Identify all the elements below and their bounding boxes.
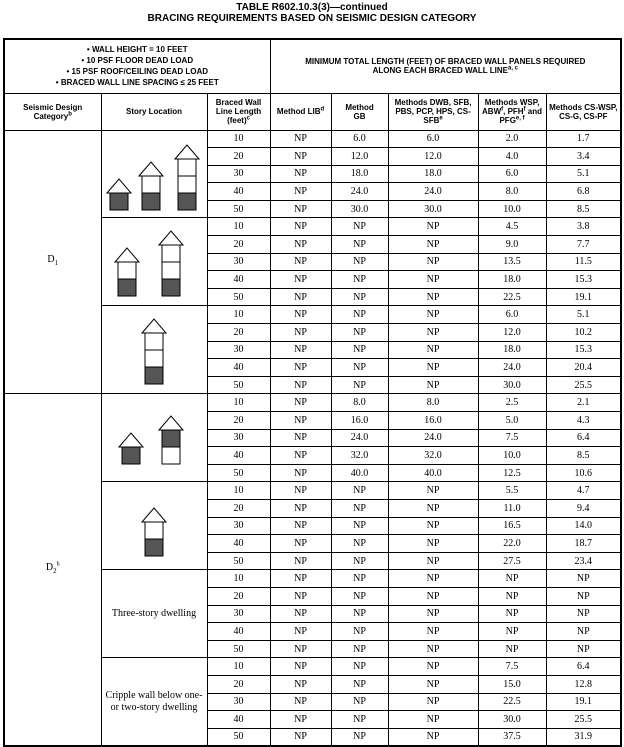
methods-cswsp-cell: 20.4 [546,359,621,377]
methods-cswsp-cell: 5.1 [546,165,621,183]
method-lib-cell: NP [270,341,331,359]
bwl-length-cell: 30 [207,253,270,271]
method-gb-cell: 40.0 [331,464,388,482]
methods-cswsp-cell: 8.5 [546,200,621,218]
bwl-length-cell: 10 [207,306,270,324]
methods-wsp-cell: 15.0 [478,675,546,693]
methods-dwb-cell: NP [388,535,478,553]
method-gb-cell: NP [331,693,388,711]
methods-cswsp-cell: 6.8 [546,183,621,201]
gb-header: Method GB [331,93,388,130]
methods-dwb-cell: NP [388,271,478,289]
method-gb-cell: NP [331,271,388,289]
methods-cswsp-cell: 25.5 [546,376,621,394]
method-gb-cell: NP [331,570,388,588]
methods-dwb-cell: NP [388,253,478,271]
method-gb-cell: NP [331,587,388,605]
story-location-cell [101,482,207,570]
methods-wsp-cell: 13.5 [478,253,546,271]
method-gb-cell: NP [331,552,388,570]
methods-wsp-cell: 4.0 [478,148,546,166]
bwl-length-cell: 40 [207,447,270,465]
bwl-header [207,93,270,130]
sdc-cell [4,394,101,746]
story-header: Story Location [101,93,207,130]
method-lib-cell: NP [270,236,331,254]
methods-dwb-cell: NP [388,711,478,729]
methods-dwb-cell: NP [388,570,478,588]
methods-dwb-cell: 24.0 [388,183,478,201]
sdc-label: D [45,562,54,574]
method-lib-cell: NP [270,376,331,394]
bwl-length-cell: 50 [207,288,270,306]
table-row [4,394,621,412]
sdc-superscript: h [56,561,60,568]
assumption-item: • 10 PSF FLOOR DEAD LOAD [81,56,194,66]
methods-cswsp-cell: 12.8 [546,675,621,693]
methods-dwb-cell: 6.0 [388,130,478,148]
bwl-length-cell: 20 [207,675,270,693]
method-lib-cell: NP [270,587,331,605]
method-gb-cell: NP [331,236,388,254]
methods-cswsp-cell: NP [546,570,621,588]
table-row [4,130,621,148]
methods-cswsp-cell: 6.4 [546,429,621,447]
methods-cswsp-cell: NP [546,623,621,641]
methods-wsp-cell: 5.0 [478,412,546,430]
story-location-cell [101,218,207,306]
methods-wsp-cell: 5.5 [478,482,546,500]
methods-cswsp-cell: 23.4 [546,552,621,570]
methods-cswsp-cell: 1.7 [546,130,621,148]
min-length-label: MINIMUM TOTAL LENGTH (FEET) OF BRACED WALL PANELS REQUIRED ALONG EACH BRACED WALL LINE [305,57,586,76]
methods-dwb-cell: NP [388,236,478,254]
methods-cswsp-cell: 25.5 [546,711,621,729]
table-subtitle: BRACING REQUIREMENTS BASED ON SEISMIC DESIGN CATEGORY [147,13,477,24]
methods-wsp-cell: 6.0 [478,306,546,324]
bwl-sup: c [246,115,250,122]
bwl-length-cell: 30 [207,165,270,183]
methods-wsp-cell: 11.0 [478,499,546,517]
methods-wsp-cell: 10.0 [478,200,546,218]
methods-wsp-cell: 7.5 [478,658,546,676]
bwl-length-cell: 50 [207,640,270,658]
bwl-length-cell: 30 [207,693,270,711]
house-two-story-bottom-icon [102,494,207,558]
story-location-cell [101,394,207,482]
method-gb-cell: NP [331,535,388,553]
methods-cswsp-cell: 19.1 [546,693,621,711]
methods-cswsp-cell: 18.7 [546,535,621,553]
methods-cswsp-cell: 2.1 [546,394,621,412]
method-gb-cell: NP [331,623,388,641]
methods-dwb-cell: NP [388,552,478,570]
methods-cswsp-cell: 5.1 [546,306,621,324]
methods-cswsp-cell: 11.5 [546,253,621,271]
methods-wsp-cell: 30.0 [478,711,546,729]
method-gb-cell: NP [331,376,388,394]
bwl-length-cell: 50 [207,376,270,394]
methods-dwb-cell: NP [388,728,478,746]
method-lib-cell: NP [270,200,331,218]
methods-wsp-cell: 4.5 [478,218,546,236]
method-gb-cell: NP [331,324,388,342]
methods-wsp-cell: NP [478,640,546,658]
methods-dwb-cell: NP [388,218,478,236]
methods-wsp-cell: 16.5 [478,517,546,535]
assumption-item: • 15 PSF ROOF/CEILING DEAD LOAD [66,67,208,77]
method-lib-cell: NP [270,324,331,342]
methods-wsp-cell: 10.0 [478,447,546,465]
method-gb-cell: NP [331,675,388,693]
bwl-label: Braced Wall Line Length (feet) [215,98,262,125]
method-gb-cell: 12.0 [331,148,388,166]
story-location-cell [101,570,207,658]
bwl-length-cell: 50 [207,200,270,218]
bwl-length-cell: 10 [207,570,270,588]
method-lib-cell: NP [270,517,331,535]
min-length-sup: a, c [507,65,518,72]
bwl-length-cell: 20 [207,324,270,342]
bwl-length-cell: 40 [207,711,270,729]
method-gb-cell: NP [331,482,388,500]
method-gb-cell: NP [331,253,388,271]
methods-wsp-cell: 12.0 [478,324,546,342]
method-lib-cell: NP [270,711,331,729]
assumptions-cell [4,39,270,93]
methods-cswsp-cell: 10.6 [546,464,621,482]
bwl-length-cell: 20 [207,587,270,605]
method-lib-cell: NP [270,728,331,746]
methods-cswsp-cell: 3.4 [546,148,621,166]
method-lib-cell: NP [270,482,331,500]
method-lib-cell: NP [270,148,331,166]
house-group-three-heights-bottom-story-icon [102,136,207,212]
bwl-length-cell: 30 [207,605,270,623]
dwb-label: Methods DWB, SFB, PBS, PCP, HPS, CS-SFB [394,98,472,125]
methods-cswsp-cell: 7.7 [546,236,621,254]
bwl-length-cell: 30 [207,429,270,447]
table-title: TABLE R602.10.3(3)—continued [236,2,388,13]
method-gb-cell: 18.0 [331,165,388,183]
methods-dwb-cell: 30.0 [388,200,478,218]
sdc-label: D [47,254,55,266]
method-lib-cell: NP [270,675,331,693]
house-three-story-bottom-icon [102,314,207,386]
bwl-length-cell: 10 [207,130,270,148]
method-gb-cell: NP [331,728,388,746]
methods-dwb-cell: 16.0 [388,412,478,430]
methods-dwb-cell: NP [388,517,478,535]
lib-sup: d [320,106,325,113]
house-group-one-two-story-icon [102,410,207,466]
method-gb-cell: 30.0 [331,200,388,218]
methods-dwb-cell: NP [388,359,478,377]
bwl-length-cell: 50 [207,728,270,746]
sdc-subscript: 2 [53,567,57,576]
methods-wsp-cell: 7.5 [478,429,546,447]
bwl-length-cell: 10 [207,394,270,412]
method-gb-cell: NP [331,640,388,658]
methods-wsp-cell: 27.5 [478,552,546,570]
methods-wsp-cell: 22.5 [478,693,546,711]
bwl-length-cell: 10 [207,218,270,236]
methods-cswsp-cell: 10.2 [546,324,621,342]
methods-cswsp-cell: 8.5 [546,447,621,465]
methods-cswsp-cell: 31.9 [546,728,621,746]
method-lib-cell: NP [270,499,331,517]
methods-dwb-cell: NP [388,675,478,693]
bwl-length-cell: 10 [207,482,270,500]
bwl-length-cell: 40 [207,359,270,377]
story-location-text: Cripple wall below one- or two-story dwelling [105,689,203,713]
methods-cswsp-cell: 3.8 [546,218,621,236]
bwl-length-cell: 30 [207,341,270,359]
methods-dwb-cell: NP [388,341,478,359]
method-lib-cell: NP [270,693,331,711]
methods-dwb-cell: NP [388,288,478,306]
methods-wsp-cell: 18.0 [478,271,546,289]
method-gb-cell: NP [331,341,388,359]
method-lib-cell: NP [270,271,331,289]
dwb-sup: e [439,115,443,122]
methods-wsp-cell: 9.0 [478,236,546,254]
method-lib-cell: NP [270,464,331,482]
sdc-label: Seismic Design Category [23,102,83,121]
methods-wsp-cell: 24.0 [478,359,546,377]
assumption-item: • WALL HEIGHT = 10 FEET [86,45,188,55]
methods-dwb-cell: NP [388,482,478,500]
method-gb-cell: 24.0 [331,429,388,447]
methods-dwb-cell: NP [388,499,478,517]
method-gb-cell: NP [331,517,388,535]
method-lib-cell: NP [270,130,331,148]
method-gb-cell: NP [331,218,388,236]
methods-dwb-cell: NP [388,306,478,324]
story-location-text: Three-story dwelling [111,607,197,619]
methods-wsp-cell: 2.0 [478,130,546,148]
bwl-length-cell: 40 [207,535,270,553]
sdc-header [4,93,101,130]
methods-wsp-cell: NP [478,623,546,641]
bwl-length-cell: 20 [207,499,270,517]
lib-label: Method LIB [276,107,321,116]
method-lib-cell: NP [270,570,331,588]
methods-wsp-cell: 6.0 [478,165,546,183]
methods-cswsp-cell: 9.4 [546,499,621,517]
method-lib-cell: NP [270,535,331,553]
methods-cswsp-cell: 15.3 [546,271,621,289]
methods-wsp-cell: 8.0 [478,183,546,201]
method-gb-cell: NP [331,359,388,377]
methods-cswsp-cell: 4.7 [546,482,621,500]
methods-dwb-cell: NP [388,693,478,711]
bwl-length-cell: 50 [207,464,270,482]
methods-wsp-cell: 2.5 [478,394,546,412]
sdc-sup: b [68,110,72,117]
dwb-header [388,93,478,130]
method-lib-cell: NP [270,552,331,570]
wsp-pfg-sup: e, f [515,115,525,122]
methods-dwb-cell: NP [388,324,478,342]
methods-dwb-cell: 12.0 [388,148,478,166]
lib-header [270,93,331,130]
bwl-length-cell: 40 [207,183,270,201]
methods-cswsp-cell: NP [546,640,621,658]
methods-dwb-cell: 8.0 [388,394,478,412]
method-lib-cell: NP [270,306,331,324]
method-lib-cell: NP [270,288,331,306]
methods-cswsp-cell: 15.3 [546,341,621,359]
method-gb-cell: NP [331,288,388,306]
bwl-length-cell: 30 [207,517,270,535]
min-length-header [270,39,621,93]
methods-dwb-cell: NP [388,658,478,676]
methods-wsp-cell: NP [478,570,546,588]
assumption-item: • BRACED WALL LINE SPACING ≤ 25 FEET [55,78,219,88]
methods-dwb-cell: 18.0 [388,165,478,183]
methods-dwb-cell: NP [388,587,478,605]
method-lib-cell: NP [270,658,331,676]
bwl-length-cell: 50 [207,552,270,570]
method-lib-cell: NP [270,640,331,658]
methods-cswsp-cell: 6.4 [546,658,621,676]
bracing-table [3,38,622,747]
method-lib-cell: NP [270,447,331,465]
method-lib-cell: NP [270,394,331,412]
wsp-header: Methods WSP, ABW$^f$, PFH$^f$ and PFG$^{e, f}$ [478,93,546,130]
method-lib-cell: NP [270,429,331,447]
sdc-cell [4,130,101,394]
methods-wsp-cell: 22.5 [478,288,546,306]
method-lib-cell: NP [270,253,331,271]
methods-wsp-cell: NP [478,587,546,605]
sdc-subscript: 1 [54,259,59,268]
method-lib-cell: NP [270,623,331,641]
cswsp-header: Methods CS-WSP, CS-G, CS-PF [546,93,621,130]
method-gb-cell: NP [331,306,388,324]
method-gb-cell: 6.0 [331,130,388,148]
story-location-cell [101,130,207,218]
method-lib-cell: NP [270,412,331,430]
bwl-length-cell: 20 [207,148,270,166]
bwl-length-cell: 10 [207,658,270,676]
methods-dwb-cell: NP [388,640,478,658]
house-group-two-heights-bottom-story-icon [102,226,207,298]
bwl-length-cell: 40 [207,271,270,289]
methods-wsp-cell: 18.0 [478,341,546,359]
methods-wsp-cell: NP [478,605,546,623]
methods-wsp-cell: 37.5 [478,728,546,746]
method-lib-cell: NP [270,605,331,623]
methods-dwb-cell: NP [388,376,478,394]
methods-cswsp-cell: 4.3 [546,412,621,430]
method-gb-cell: NP [331,499,388,517]
method-lib-cell: NP [270,165,331,183]
methods-cswsp-cell: NP [546,605,621,623]
method-gb-cell: NP [331,658,388,676]
method-lib-cell: NP [270,359,331,377]
story-location-cell [101,306,207,394]
methods-wsp-cell: 22.0 [478,535,546,553]
bwl-length-cell: 20 [207,236,270,254]
story-location-cell [101,658,207,746]
methods-wsp-cell: 12.5 [478,464,546,482]
wsp-pfh-sup: f [523,106,526,113]
methods-dwb-cell: 32.0 [388,447,478,465]
methods-wsp-cell: 30.0 [478,376,546,394]
wsp-abw-sup: f [501,106,504,113]
method-lib-cell: NP [270,183,331,201]
methods-cswsp-cell: 19.1 [546,288,621,306]
methods-dwb-cell: NP [388,623,478,641]
method-lib-cell: NP [270,218,331,236]
bwl-length-cell: 40 [207,623,270,641]
methods-dwb-cell: 24.0 [388,429,478,447]
method-gb-cell: NP [331,605,388,623]
method-gb-cell: 32.0 [331,447,388,465]
method-gb-cell: 16.0 [331,412,388,430]
method-gb-cell: 8.0 [331,394,388,412]
method-gb-cell: NP [331,711,388,729]
method-gb-cell: 24.0 [331,183,388,201]
bwl-length-cell: 20 [207,412,270,430]
methods-dwb-cell: NP [388,605,478,623]
methods-dwb-cell: 40.0 [388,464,478,482]
methods-cswsp-cell: NP [546,587,621,605]
methods-cswsp-cell: 14.0 [546,517,621,535]
